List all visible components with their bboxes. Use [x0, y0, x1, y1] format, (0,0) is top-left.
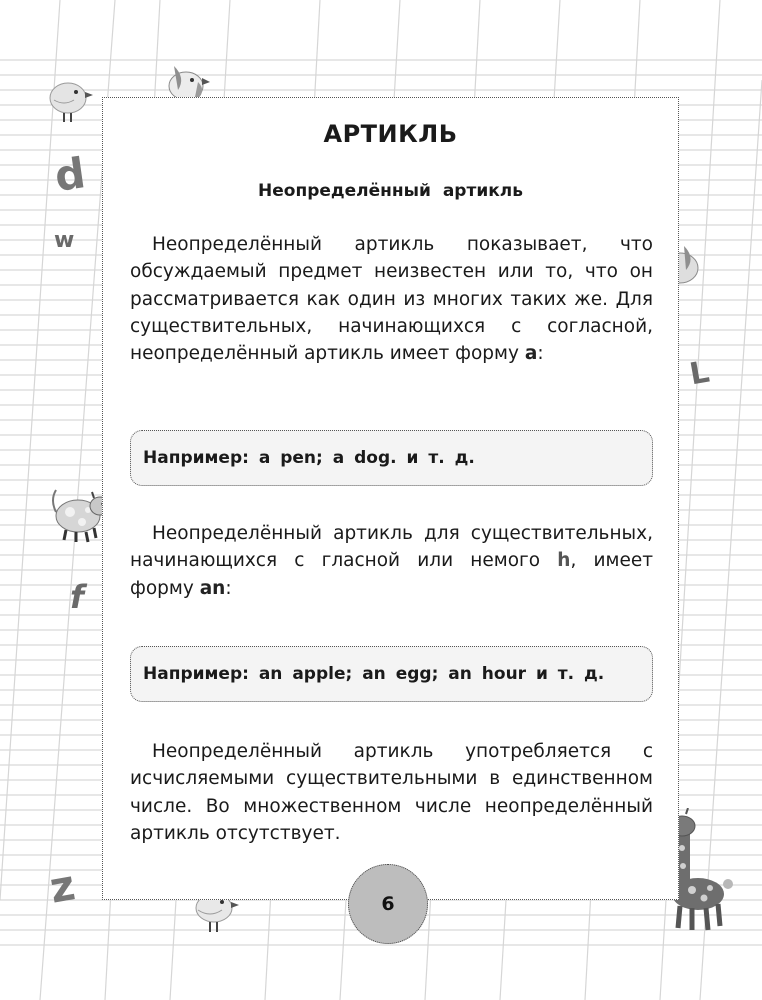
decor-letter-z: z	[45, 860, 79, 913]
paragraph-1-text: Неопределённый артикль показывает, что обсуждаемый предмет неизвестен или то, что он рассматривается как один из многих таких же. Для существительных, начинающихся с согласной, неопределённый артикль имеет форму	[130, 234, 653, 365]
paragraph-3	[130, 738, 653, 847]
bird-icon	[46, 76, 96, 126]
decor-letter-w: w	[54, 228, 75, 253]
decor-letter-l: L	[687, 354, 713, 393]
example-box-2: Например: an apple; an egg; an hour и т. д.	[130, 646, 653, 702]
section-subtitle: Неопределённый артикль	[258, 181, 523, 201]
decor-letter-f: f	[70, 578, 84, 616]
example-box-1: Например: a pen; a dog. и т. д.	[130, 430, 653, 486]
paragraph-2-text: Неопределённый артикль для существительных, начинающихся с гласной или немого	[130, 523, 653, 572]
paragraph-2-end: :	[225, 577, 232, 599]
article-form-a: a	[524, 343, 538, 365]
paragraph-1	[130, 231, 653, 367]
page-title: АРТИКЛЬ	[323, 120, 458, 148]
letter-h: h	[557, 550, 571, 572]
paragraph-1-end: :	[537, 343, 544, 365]
content-panel	[102, 97, 679, 900]
article-form-an: an	[199, 577, 226, 599]
paragraph-3-text: Неопределённый артикль употребляется с исчисляемыми существительными в единственном числе. Во множественном числе неопределённый артикль отсутствует.	[130, 741, 653, 844]
paragraph-2-middle: , имеет форму	[130, 550, 654, 599]
page-number: 6	[348, 864, 428, 944]
decor-letter-d: d	[51, 148, 89, 201]
paragraph-2	[130, 520, 653, 602]
